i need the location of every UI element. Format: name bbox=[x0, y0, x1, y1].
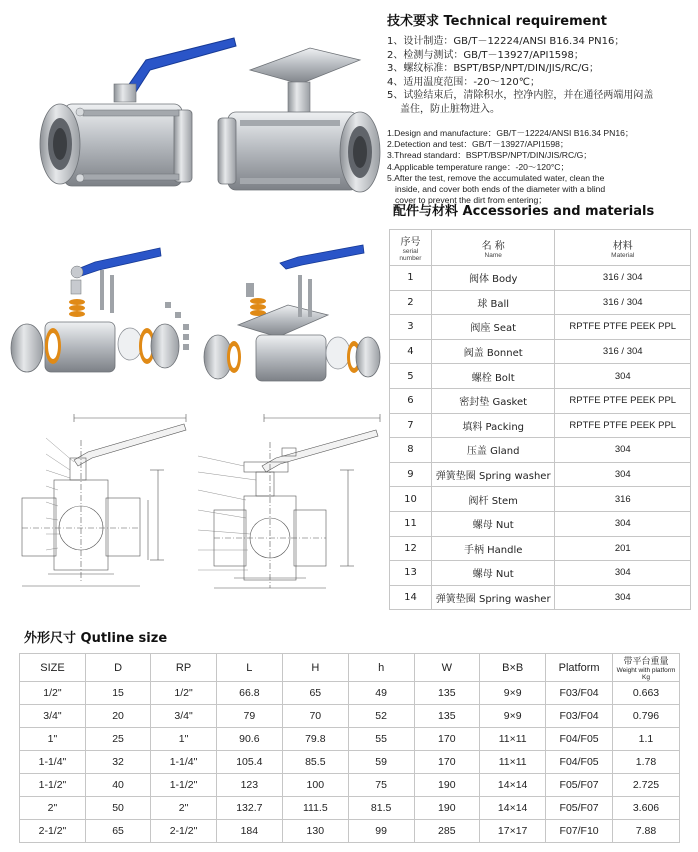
table-cell: 75 bbox=[348, 774, 414, 797]
table-cell: 20 bbox=[85, 705, 150, 728]
table-cell: 11×11 bbox=[480, 728, 546, 751]
table-cell: 17×17 bbox=[480, 820, 546, 843]
name-cell: 压盖 Gland bbox=[431, 438, 555, 463]
table-cell: 2.725 bbox=[612, 774, 679, 797]
tech-en-item: 5.After the test, remove the accumulated water, clean the bbox=[387, 172, 605, 183]
technical-cn-list bbox=[387, 35, 692, 116]
name-cell: 阀座 Seat bbox=[431, 315, 555, 340]
table-cell: 170 bbox=[414, 728, 480, 751]
tech-cn-item: 2、检测与测试：GB/T－13927/API1598； bbox=[387, 49, 584, 61]
table-cell: 7.88 bbox=[612, 820, 679, 843]
header-cell: L bbox=[216, 654, 282, 682]
table-cell: F07/F10 bbox=[546, 820, 613, 843]
table-row bbox=[20, 751, 680, 774]
name-cell: 弹簧垫圈 Spring washer bbox=[431, 585, 555, 610]
serial-cell: 7 bbox=[390, 413, 432, 438]
exploded-platform-photo bbox=[198, 235, 383, 395]
table-row bbox=[20, 682, 680, 705]
exploded-view-photo bbox=[5, 240, 200, 390]
table-row bbox=[20, 728, 680, 751]
table-row bbox=[390, 536, 691, 561]
table-cell: 3.606 bbox=[612, 797, 679, 820]
table-row bbox=[390, 438, 691, 463]
serial-cell: 14 bbox=[390, 585, 432, 610]
table-cell: 105.4 bbox=[216, 751, 282, 774]
table-cell: 81.5 bbox=[348, 797, 414, 820]
table-cell: 40 bbox=[85, 774, 150, 797]
table-row bbox=[20, 774, 680, 797]
material-cell: 304 bbox=[555, 462, 691, 487]
serial-cell: 2 bbox=[390, 290, 432, 315]
table-cell: 132.7 bbox=[216, 797, 282, 820]
table-cell: F03/F04 bbox=[546, 705, 613, 728]
table-cell: 2-1/2" bbox=[20, 820, 86, 843]
header-material: 材料 Material bbox=[555, 230, 691, 266]
table-cell: 79.8 bbox=[282, 728, 348, 751]
table-header-row bbox=[20, 654, 680, 682]
serial-cell: 5 bbox=[390, 364, 432, 389]
tech-cn-item: 1、设计制造：GB/T－12224/ANSI B16.34 PN16； bbox=[387, 36, 625, 47]
name-cell: 密封垫 Gasket bbox=[431, 388, 555, 413]
tech-en-item: cover to prevent the dirt from entering； bbox=[395, 195, 547, 206]
table-cell: F04/F05 bbox=[546, 728, 613, 751]
table-cell: 3/4" bbox=[151, 705, 217, 728]
serial-cell: 13 bbox=[390, 561, 432, 586]
serial-cell: 6 bbox=[390, 388, 432, 413]
serial-cell: 12 bbox=[390, 536, 432, 561]
table-cell: 1.1 bbox=[612, 728, 679, 751]
serial-cell: 11 bbox=[390, 511, 432, 536]
accessories-title: 配件与材料 Accessories and materials bbox=[393, 204, 655, 219]
name-cell: 阀体 Body bbox=[431, 266, 555, 291]
name-cell: 螺栓 Bolt bbox=[431, 364, 555, 389]
table-cell: 2-1/2" bbox=[151, 820, 217, 843]
header-weight bbox=[612, 654, 679, 682]
name-cell: 螺母 Nut bbox=[431, 511, 555, 536]
material-cell: 201 bbox=[555, 536, 691, 561]
table-row bbox=[390, 339, 691, 364]
technical-drawing bbox=[8, 410, 198, 595]
table-cell: 9×9 bbox=[480, 705, 546, 728]
material-cell: RPTFE PTFE PEEK PPL bbox=[555, 315, 691, 340]
table-row bbox=[390, 511, 691, 536]
table-cell: 1-1/4" bbox=[20, 751, 86, 774]
table-row bbox=[390, 290, 691, 315]
header-cell: RP bbox=[151, 654, 217, 682]
table-cell: 1/2" bbox=[151, 682, 217, 705]
table-row bbox=[390, 413, 691, 438]
table-cell: 1-1/4" bbox=[151, 751, 217, 774]
table-cell: 1" bbox=[151, 728, 217, 751]
table-cell: 9×9 bbox=[480, 682, 546, 705]
weight-header-en: Weight with platform bbox=[616, 667, 676, 674]
table-row bbox=[390, 315, 691, 340]
serial-cell: 8 bbox=[390, 438, 432, 463]
ball-valve-platform-photo bbox=[210, 40, 385, 205]
table-row bbox=[390, 266, 691, 291]
tech-en-item: 1.Design and manufacture：GB/T－12224/ANSI B16.34 PN16； bbox=[387, 128, 634, 138]
table-row bbox=[390, 585, 691, 610]
table-row bbox=[390, 561, 691, 586]
table-cell: 135 bbox=[414, 705, 480, 728]
serial-cell: 4 bbox=[390, 339, 432, 364]
table-row bbox=[390, 487, 691, 512]
accessories-table bbox=[389, 229, 691, 610]
header-serial: 序号 serial number bbox=[390, 230, 432, 266]
table-cell: F05/F07 bbox=[546, 797, 613, 820]
technical-en-list bbox=[387, 128, 692, 206]
material-cell: RPTFE PTFE PEEK PPL bbox=[555, 388, 691, 413]
table-cell: F05/F07 bbox=[546, 774, 613, 797]
table-header-row bbox=[390, 230, 691, 266]
tech-cn-item: 5、试验结束后，清除积水，控净内腔，并在通径两端用闷盖 bbox=[387, 90, 654, 101]
table-cell: 50 bbox=[85, 797, 150, 820]
material-cell: 304 bbox=[555, 561, 691, 586]
table-cell: 65 bbox=[282, 682, 348, 705]
tech-cn-item: 盖住，防止脏物进入。 bbox=[400, 103, 500, 115]
table-cell: 2" bbox=[20, 797, 86, 820]
table-cell: 1-1/2" bbox=[20, 774, 86, 797]
material-cell: 316 / 304 bbox=[555, 339, 691, 364]
table-cell: 11×11 bbox=[480, 751, 546, 774]
table-cell: 59 bbox=[348, 751, 414, 774]
technical-drawing-platform bbox=[190, 410, 390, 595]
serial-cell: 9 bbox=[390, 462, 432, 487]
table-cell: 15 bbox=[85, 682, 150, 705]
material-cell: 304 bbox=[555, 438, 691, 463]
name-cell: 填料 Packing bbox=[431, 413, 555, 438]
table-cell: 14×14 bbox=[480, 774, 546, 797]
table-cell: 285 bbox=[414, 820, 480, 843]
ball-valve-assembled-photo bbox=[28, 18, 238, 198]
table-cell: 190 bbox=[414, 774, 480, 797]
table-cell: 190 bbox=[414, 797, 480, 820]
header-cell: H bbox=[282, 654, 348, 682]
tech-en-item: 3.Thread standard：BSPT/BSP/NPT/DIN/JIS/RC/G； bbox=[387, 150, 592, 161]
table-cell: 111.5 bbox=[282, 797, 348, 820]
header-name: 名 称 Name bbox=[431, 230, 555, 266]
outline-title: 外形尺寸 Qutline size bbox=[24, 631, 168, 646]
header-cell: B×B bbox=[480, 654, 546, 682]
table-cell: 65 bbox=[85, 820, 150, 843]
table-cell: 49 bbox=[348, 682, 414, 705]
tech-en-item: 4.Applicable temperature range：-20～120°C； bbox=[387, 161, 570, 172]
tech-cn-item: 3、螺纹标准：BSPT/BSP/NPT/DIN/JIS/RC/G； bbox=[387, 63, 599, 74]
table-cell: 85.5 bbox=[282, 751, 348, 774]
table-cell: 130 bbox=[282, 820, 348, 843]
header-cell: W bbox=[414, 654, 480, 682]
material-cell: 316 / 304 bbox=[555, 290, 691, 315]
table-row bbox=[390, 388, 691, 413]
name-cell: 阀盖 Bonnet bbox=[431, 339, 555, 364]
table-cell: 52 bbox=[348, 705, 414, 728]
name-cell: 螺母 Nut bbox=[431, 561, 555, 586]
table-cell: 184 bbox=[216, 820, 282, 843]
tech-en-item: 2.Detection and test：GB/T－13927/API1598； bbox=[387, 139, 569, 150]
table-cell: 14×14 bbox=[480, 797, 546, 820]
header-cell: D bbox=[85, 654, 150, 682]
table-cell: 25 bbox=[85, 728, 150, 751]
table-cell: F03/F04 bbox=[546, 682, 613, 705]
tech-cn-item: 4、适用温度范围：-20～120℃； bbox=[387, 76, 541, 88]
material-cell: 304 bbox=[555, 585, 691, 610]
serial-cell: 1 bbox=[390, 266, 432, 291]
table-cell: 0.796 bbox=[612, 705, 679, 728]
table-row bbox=[390, 462, 691, 487]
table-cell: 99 bbox=[348, 820, 414, 843]
name-cell: 球 Ball bbox=[431, 290, 555, 315]
material-cell: 316 / 304 bbox=[555, 266, 691, 291]
table-cell: 2" bbox=[151, 797, 217, 820]
table-cell: 55 bbox=[348, 728, 414, 751]
tech-en-item: inside, and cover both ends of the diameter with a blind bbox=[395, 184, 606, 195]
technical-requirement bbox=[387, 10, 692, 206]
table-row bbox=[390, 364, 691, 389]
technical-title: 技术要求 Technical requirement bbox=[387, 14, 607, 29]
material-cell: 304 bbox=[555, 364, 691, 389]
table-cell: 0.663 bbox=[612, 682, 679, 705]
name-cell: 手柄 Handle bbox=[431, 536, 555, 561]
table-cell: 1" bbox=[20, 728, 86, 751]
table-cell: 1-1/2" bbox=[151, 774, 217, 797]
header-cell: SIZE bbox=[20, 654, 86, 682]
accessories-table-body bbox=[390, 266, 691, 610]
table-row bbox=[20, 705, 680, 728]
table-cell: F04/F05 bbox=[546, 751, 613, 774]
name-cell: 弹簧垫圈 Spring washer bbox=[431, 462, 555, 487]
table-cell: 123 bbox=[216, 774, 282, 797]
table-row bbox=[20, 820, 680, 843]
outline-size-table bbox=[19, 653, 680, 843]
serial-cell: 10 bbox=[390, 487, 432, 512]
header-cell: Platform bbox=[546, 654, 613, 682]
table-cell: 135 bbox=[414, 682, 480, 705]
material-cell: RPTFE PTFE PEEK PPL bbox=[555, 413, 691, 438]
material-cell: 304 bbox=[555, 511, 691, 536]
table-cell: 100 bbox=[282, 774, 348, 797]
weight-header-unit: Kg bbox=[642, 674, 650, 681]
serial-cell: 3 bbox=[390, 315, 432, 340]
table-cell: 70 bbox=[282, 705, 348, 728]
material-cell: 316 bbox=[555, 487, 691, 512]
table-cell: 90.6 bbox=[216, 728, 282, 751]
table-cell: 79 bbox=[216, 705, 282, 728]
name-cell: 阀杆 Stem bbox=[431, 487, 555, 512]
weight-header-cn: 带平台重量 bbox=[623, 657, 669, 667]
table-cell: 1.78 bbox=[612, 751, 679, 774]
outline-table-body bbox=[20, 682, 680, 843]
table-cell: 3/4" bbox=[20, 705, 86, 728]
table-cell: 66.8 bbox=[216, 682, 282, 705]
table-cell: 1/2" bbox=[20, 682, 86, 705]
header-cell: h bbox=[348, 654, 414, 682]
table-cell: 32 bbox=[85, 751, 150, 774]
table-row bbox=[20, 797, 680, 820]
table-cell: 170 bbox=[414, 751, 480, 774]
